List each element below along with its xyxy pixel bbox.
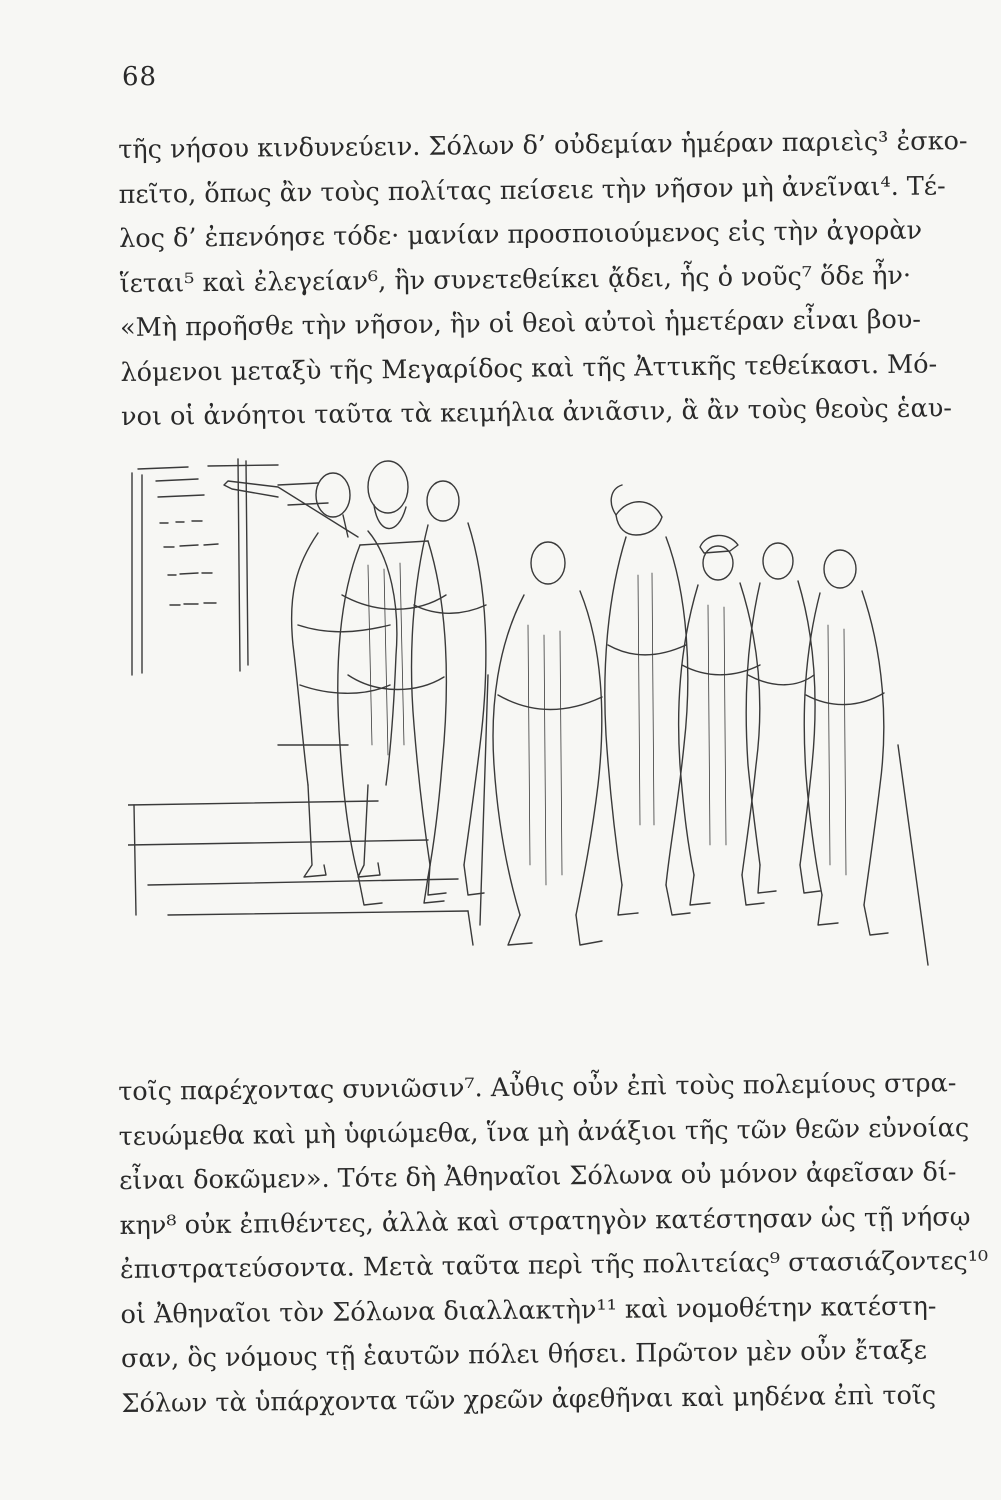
text-line: πεῖτο, ὅπως ἂν τοὺς πολίτας πείσειε τὴν νῆσον μὴ ἀνεῖναι⁴. Τέ- <box>118 170 946 210</box>
top-paragraph <box>118 120 968 440</box>
right-man-figure <box>804 550 928 965</box>
text-line: ἵεται⁵ καὶ ἐλεγείαν⁶, ἣν συνετεθείκει ᾄδει, ἧς ὁ νοῦς⁷ ὅδε ἦν· <box>119 260 912 299</box>
text-line: λόμενοι μεταξὺ τῆς Μεγαρίδος καὶ τῆς Ἀττικῆς τεθείκασι. Μό- <box>120 348 938 388</box>
text-line: τευώμεθα καὶ μὴ ὑφιώμεθα, ἵνα μὴ ἀνάξιοι τῆς τῶν θεῶν εὐνοίας <box>118 1112 970 1152</box>
stone-steps <box>128 745 473 945</box>
bottom-paragraph <box>118 1062 989 1426</box>
young-man-figure <box>412 481 486 895</box>
text-line: νοι οἱ ἀνόητοι ταῦτα τὰ κειμήλια ἀνιᾶσιν, ἃ ἂν τοὺς θεοὺς ἑαυ- <box>120 393 953 432</box>
text-line: οἱ Ἀθηναῖοι τὸν Σόλωνα διαλλακτὴν¹¹ καὶ νομοθέτην κατέστη- <box>120 1290 937 1330</box>
pointing-figure <box>224 473 397 877</box>
text-line: Σόλων τὰ ὑπάρχοντα τῶν χρεῶν ἀφεθῆναι καὶ μηδένα ἐπὶ τοῖς <box>121 1379 937 1419</box>
notice-board <box>132 459 328 675</box>
helmeted-warrior-figure <box>605 485 690 915</box>
solon-figure <box>338 461 447 905</box>
text-line: σαν, ὃς νόμους τῇ ἑαυτῶν πόλει θήσει. Πρῶτον μὲν οὖν ἔταξε <box>120 1335 928 1374</box>
text-line: τοῖς παρέχοντας συνιῶσιν⁷. Αὖθις οὖν ἐπὶ τοὺς πολεμίους στρα- <box>118 1068 957 1107</box>
capped-man-figure <box>679 535 764 905</box>
drapery-hatching <box>368 563 846 885</box>
text-line: λος δ’ ἐπενόησε τόδε· μανίαν προσποιούμενος εἰς τὴν ἀγορὰν <box>119 215 923 254</box>
text-line: ἐπιστρατεύσοντα. Μετὰ ταῦτα περὶ τῆς πολιτείας⁹ στασιάζοντες¹⁰ <box>119 1245 989 1285</box>
text-line: «Μὴ προῆσθε τὴν νῆσον, ἣν οἱ θεοὶ αὐτοὶ ἡμετέραν εἶναι βου- <box>119 304 922 343</box>
text-line: κην⁸ οὐκ ἐπιθέντες, ἀλλὰ καὶ στρατηγὸν κατέστησαν ὡς τῇ νήσῳ <box>119 1201 971 1241</box>
cloaked-man-figure <box>480 542 602 945</box>
page-number: 68 <box>122 62 158 92</box>
standing-man-figure <box>746 543 820 893</box>
text-line: εἶναι δοκῶμεν». Τότε δὴ Ἀθηναῖοι Σόλωνα οὐ μόνον ἀφεῖσαν δί- <box>119 1157 957 1196</box>
text-line: τῆς νήσου κινδυνεύειν. Σόλων δ’ οὐδεμίαν ἡμέραν παριεὶς³ ἐσκο- <box>118 126 968 165</box>
solon-agora-illustration <box>128 445 948 990</box>
